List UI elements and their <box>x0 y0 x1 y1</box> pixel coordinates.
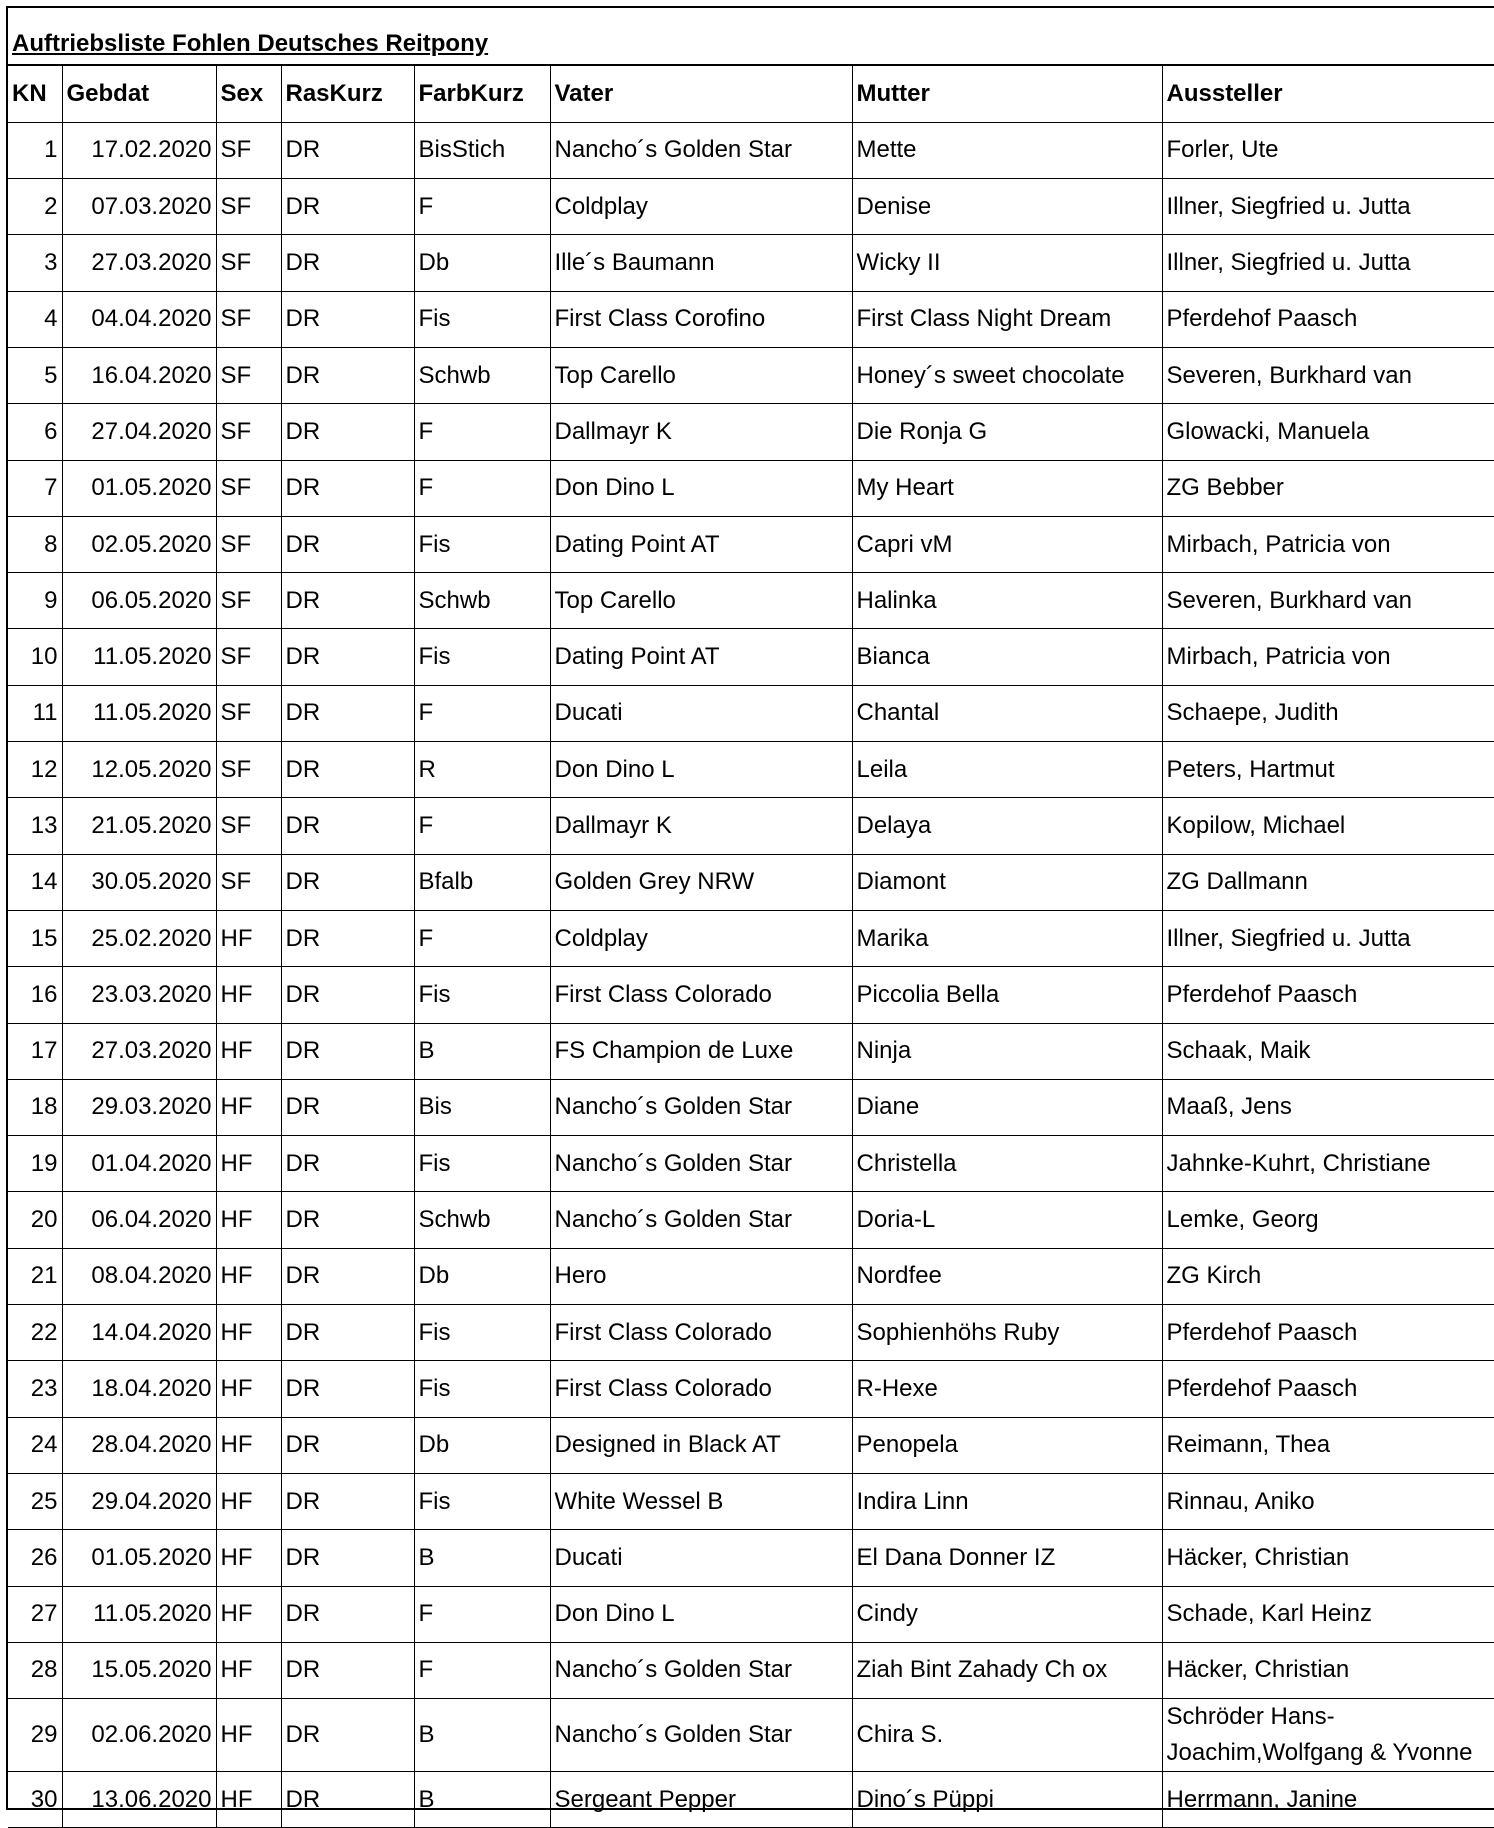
cell-mutter: Christella <box>852 1136 1162 1192</box>
cell-kn: 6 <box>8 404 62 460</box>
cell-sex: SF <box>216 235 281 291</box>
cell-aussteller: Severen, Burkhard van <box>1162 573 1494 629</box>
cell-farbkurz: B <box>414 1023 550 1079</box>
cell-kn: 10 <box>8 629 62 685</box>
cell-raskurz: DR <box>281 1305 414 1361</box>
table-row <box>8 179 1494 235</box>
table-row <box>8 1305 1494 1361</box>
cell-gebdat: 27.03.2020 <box>62 235 216 291</box>
cell-mutter: Ziah Bint Zahady Ch ox <box>852 1642 1162 1698</box>
cell-farbkurz: Fis <box>414 1361 550 1417</box>
cell-vater: Nancho´s Golden Star <box>550 1079 852 1135</box>
cell-sex: SF <box>216 854 281 910</box>
cell-farbkurz: Db <box>414 1248 550 1304</box>
cell-raskurz: DR <box>281 347 414 403</box>
table-row <box>8 1248 1494 1304</box>
cell-vater: First Class Colorado <box>550 967 852 1023</box>
cell-gebdat: 21.05.2020 <box>62 798 216 854</box>
cell-vater: Don Dino L <box>550 460 852 516</box>
cell-vater: Dating Point AT <box>550 629 852 685</box>
cell-gebdat: 12.05.2020 <box>62 742 216 798</box>
table-row <box>8 460 1494 516</box>
cell-kn: 28 <box>8 1642 62 1698</box>
cell-sex: SF <box>216 573 281 629</box>
table-row <box>8 1136 1494 1192</box>
cell-kn: 3 <box>8 235 62 291</box>
cell-gebdat: 16.04.2020 <box>62 347 216 403</box>
cell-gebdat: 15.05.2020 <box>62 1642 216 1698</box>
table-row <box>8 629 1494 685</box>
cell-kn: 12 <box>8 742 62 798</box>
cell-sex: SF <box>216 516 281 572</box>
cell-farbkurz: F <box>414 404 550 460</box>
cell-sex: SF <box>216 798 281 854</box>
cell-gebdat: 18.04.2020 <box>62 1361 216 1417</box>
cell-farbkurz: Fis <box>414 629 550 685</box>
cell-raskurz: DR <box>281 910 414 966</box>
cell-kn: 9 <box>8 573 62 629</box>
cell-farbkurz: Schwb <box>414 347 550 403</box>
table-row <box>8 685 1494 741</box>
cell-mutter: Honey´s sweet chocolate <box>852 347 1162 403</box>
cell-raskurz: DR <box>281 854 414 910</box>
cell-kn: 16 <box>8 967 62 1023</box>
cell-mutter: Bianca <box>852 629 1162 685</box>
cell-gebdat: 29.03.2020 <box>62 1079 216 1135</box>
cell-sex: SF <box>216 742 281 798</box>
cell-farbkurz: F <box>414 685 550 741</box>
cell-aussteller: Peters, Hartmut <box>1162 742 1494 798</box>
cell-kn: 2 <box>8 179 62 235</box>
cell-vater: White Wessel B <box>550 1473 852 1529</box>
cell-vater: Coldplay <box>550 910 852 966</box>
cell-aussteller: Häcker, Christian <box>1162 1642 1494 1698</box>
title-row <box>8 8 1494 66</box>
table-row <box>8 1079 1494 1135</box>
cell-raskurz: DR <box>281 1417 414 1473</box>
cell-aussteller: Illner, Siegfried u. Jutta <box>1162 179 1494 235</box>
cell-sex: HF <box>216 967 281 1023</box>
cell-kn: 23 <box>8 1361 62 1417</box>
cell-vater: Nancho´s Golden Star <box>550 1642 852 1698</box>
cell-gebdat: 27.04.2020 <box>62 404 216 460</box>
cell-kn: 17 <box>8 1023 62 1079</box>
cell-sex: SF <box>216 347 281 403</box>
header-gebdat: Gebdat <box>62 66 216 122</box>
cell-raskurz: DR <box>281 1586 414 1642</box>
cell-farbkurz: BisStich <box>414 122 550 178</box>
cell-raskurz: DR <box>281 1079 414 1135</box>
cell-raskurz: DR <box>281 798 414 854</box>
cell-raskurz: DR <box>281 460 414 516</box>
header-row <box>8 66 1494 122</box>
cell-vater: Designed in Black AT <box>550 1417 852 1473</box>
cell-aussteller: Pferdehof Paasch <box>1162 1361 1494 1417</box>
cell-mutter: Nordfee <box>852 1248 1162 1304</box>
cell-mutter: Cindy <box>852 1586 1162 1642</box>
cell-farbkurz: F <box>414 798 550 854</box>
cell-sex: SF <box>216 460 281 516</box>
cell-raskurz: DR <box>281 1248 414 1304</box>
cell-aussteller: Forler, Ute <box>1162 122 1494 178</box>
cell-raskurz: DR <box>281 685 414 741</box>
cell-mutter: Capri vM <box>852 516 1162 572</box>
cell-farbkurz: Fis <box>414 1473 550 1529</box>
cell-sex: SF <box>216 685 281 741</box>
cell-farbkurz: Bfalb <box>414 854 550 910</box>
cell-gebdat: 11.05.2020 <box>62 1586 216 1642</box>
cell-mutter: Indira Linn <box>852 1473 1162 1529</box>
cell-vater: Sergeant Pepper <box>550 1772 852 1828</box>
cell-vater: Golden Grey NRW <box>550 854 852 910</box>
cell-vater: Dallmayr K <box>550 404 852 460</box>
cell-mutter: Wicky II <box>852 235 1162 291</box>
cell-gebdat: 27.03.2020 <box>62 1023 216 1079</box>
header-vater: Vater <box>550 66 852 122</box>
cell-aussteller: Pferdehof Paasch <box>1162 967 1494 1023</box>
cell-sex: HF <box>216 1192 281 1248</box>
cell-sex: HF <box>216 1248 281 1304</box>
cell-aussteller: Severen, Burkhard van <box>1162 347 1494 403</box>
cell-kn: 27 <box>8 1586 62 1642</box>
cell-aussteller: Jahnke-Kuhrt, Christiane <box>1162 1136 1494 1192</box>
cell-raskurz: DR <box>281 629 414 685</box>
cell-farbkurz: Fis <box>414 1305 550 1361</box>
cell-vater: First Class Colorado <box>550 1361 852 1417</box>
table-row <box>8 122 1494 178</box>
cell-aussteller: Reimann, Thea <box>1162 1417 1494 1473</box>
cell-raskurz: DR <box>281 122 414 178</box>
cell-raskurz: DR <box>281 573 414 629</box>
cell-gebdat: 02.06.2020 <box>62 1699 216 1772</box>
table-row <box>8 1586 1494 1642</box>
cell-vater: FS Champion de Luxe <box>550 1023 852 1079</box>
cell-farbkurz: Fis <box>414 516 550 572</box>
table-row <box>8 404 1494 460</box>
cell-mutter: Leila <box>852 742 1162 798</box>
cell-kn: 14 <box>8 854 62 910</box>
cell-mutter: Diamont <box>852 854 1162 910</box>
header-kn: KN <box>8 66 62 122</box>
cell-kn: 18 <box>8 1079 62 1135</box>
cell-raskurz: DR <box>281 516 414 572</box>
document-title: Auftriebsliste Fohlen Deutsches Reitpony <box>12 30 489 57</box>
cell-gebdat: 06.04.2020 <box>62 1192 216 1248</box>
cell-vater: Top Carello <box>550 347 852 403</box>
cell-vater: Coldplay <box>550 179 852 235</box>
cell-raskurz: DR <box>281 1642 414 1698</box>
cell-gebdat: 01.05.2020 <box>62 1530 216 1586</box>
cell-sex: HF <box>216 1530 281 1586</box>
table-body <box>8 122 1494 1828</box>
table-row <box>8 1642 1494 1698</box>
cell-raskurz: DR <box>281 1530 414 1586</box>
cell-mutter: Die Ronja G <box>852 404 1162 460</box>
cell-sex: HF <box>216 910 281 966</box>
cell-kn: 25 <box>8 1473 62 1529</box>
table-row <box>8 1530 1494 1586</box>
cell-gebdat: 30.05.2020 <box>62 854 216 910</box>
cell-vater: Ille´s Baumann <box>550 235 852 291</box>
cell-farbkurz: Schwb <box>414 1192 550 1248</box>
cell-vater: First Class Corofino <box>550 291 852 347</box>
cell-kn: 26 <box>8 1530 62 1586</box>
cell-farbkurz: F <box>414 910 550 966</box>
cell-vater: Ducati <box>550 1530 852 1586</box>
cell-aussteller: Häcker, Christian <box>1162 1530 1494 1586</box>
cell-kn: 5 <box>8 347 62 403</box>
cell-kn: 8 <box>8 516 62 572</box>
cell-aussteller: Pferdehof Paasch <box>1162 291 1494 347</box>
cell-aussteller: Illner, Siegfried u. Jutta <box>1162 235 1494 291</box>
cell-vater: Top Carello <box>550 573 852 629</box>
cell-gebdat: 04.04.2020 <box>62 291 216 347</box>
cell-raskurz: DR <box>281 1699 414 1772</box>
cell-sex: SF <box>216 179 281 235</box>
cell-raskurz: DR <box>281 1361 414 1417</box>
cell-farbkurz: R <box>414 742 550 798</box>
cell-vater: Nancho´s Golden Star <box>550 1699 852 1772</box>
cell-gebdat: 06.05.2020 <box>62 573 216 629</box>
cell-mutter: Ninja <box>852 1023 1162 1079</box>
cell-kn: 4 <box>8 291 62 347</box>
cell-aussteller: Lemke, Georg <box>1162 1192 1494 1248</box>
cell-mutter: First Class Night Dream <box>852 291 1162 347</box>
cell-farbkurz: Schwb <box>414 573 550 629</box>
cell-sex: HF <box>216 1079 281 1135</box>
cell-aussteller: Mirbach, Patricia von <box>1162 629 1494 685</box>
cell-sex: SF <box>216 291 281 347</box>
table-row <box>8 1023 1494 1079</box>
table-row <box>8 1772 1494 1828</box>
cell-aussteller: Schade, Karl Heinz <box>1162 1586 1494 1642</box>
table-row <box>8 235 1494 291</box>
table-row <box>8 516 1494 572</box>
cell-vater: Nancho´s Golden Star <box>550 122 852 178</box>
cell-kn: 21 <box>8 1248 62 1304</box>
cell-aussteller: Herrmann, Janine <box>1162 1772 1494 1828</box>
cell-kn: 1 <box>8 122 62 178</box>
cell-aussteller: Rinnau, Aniko <box>1162 1473 1494 1529</box>
cell-mutter: Sophienhöhs Ruby <box>852 1305 1162 1361</box>
table-row <box>8 1699 1494 1772</box>
cell-farbkurz: F <box>414 460 550 516</box>
table-row <box>8 347 1494 403</box>
cell-sex: HF <box>216 1361 281 1417</box>
cell-farbkurz: Fis <box>414 291 550 347</box>
cell-raskurz: DR <box>281 235 414 291</box>
cell-farbkurz: B <box>414 1530 550 1586</box>
header-raskurz: RasKurz <box>281 66 414 122</box>
cell-gebdat: 13.06.2020 <box>62 1772 216 1828</box>
cell-aussteller: Maaß, Jens <box>1162 1079 1494 1135</box>
cell-raskurz: DR <box>281 742 414 798</box>
cell-kn: 22 <box>8 1305 62 1361</box>
cell-gebdat: 01.04.2020 <box>62 1136 216 1192</box>
cell-vater: Nancho´s Golden Star <box>550 1192 852 1248</box>
cell-mutter: El Dana Donner IZ <box>852 1530 1162 1586</box>
cell-kn: 11 <box>8 685 62 741</box>
cell-raskurz: DR <box>281 179 414 235</box>
cell-vater: Nancho´s Golden Star <box>550 1136 852 1192</box>
cell-mutter: Dino´s Püppi <box>852 1772 1162 1828</box>
foal-table <box>8 66 1494 1828</box>
cell-raskurz: DR <box>281 1023 414 1079</box>
cell-vater: Hero <box>550 1248 852 1304</box>
table-row <box>8 1417 1494 1473</box>
cell-gebdat: 25.02.2020 <box>62 910 216 966</box>
header-mutter: Mutter <box>852 66 1162 122</box>
cell-mutter: Halinka <box>852 573 1162 629</box>
table-row <box>8 910 1494 966</box>
cell-kn: 19 <box>8 1136 62 1192</box>
cell-farbkurz: F <box>414 1642 550 1698</box>
cell-kn: 15 <box>8 910 62 966</box>
cell-raskurz: DR <box>281 1772 414 1828</box>
cell-raskurz: DR <box>281 967 414 1023</box>
cell-mutter: Marika <box>852 910 1162 966</box>
table-row <box>8 854 1494 910</box>
cell-kn: 7 <box>8 460 62 516</box>
cell-mutter: Chantal <box>852 685 1162 741</box>
header-sex: Sex <box>216 66 281 122</box>
cell-sex: SF <box>216 629 281 685</box>
cell-vater: Don Dino L <box>550 742 852 798</box>
cell-raskurz: DR <box>281 404 414 460</box>
cell-gebdat: 02.05.2020 <box>62 516 216 572</box>
cell-gebdat: 11.05.2020 <box>62 685 216 741</box>
cell-kn: 20 <box>8 1192 62 1248</box>
cell-gebdat: 28.04.2020 <box>62 1417 216 1473</box>
cell-sex: SF <box>216 404 281 460</box>
cell-farbkurz: Fis <box>414 1136 550 1192</box>
cell-farbkurz: B <box>414 1699 550 1772</box>
cell-gebdat: 11.05.2020 <box>62 629 216 685</box>
cell-farbkurz: F <box>414 179 550 235</box>
cell-farbkurz: Fis <box>414 967 550 1023</box>
cell-kn: 13 <box>8 798 62 854</box>
cell-farbkurz: Db <box>414 1417 550 1473</box>
table-row <box>8 1192 1494 1248</box>
cell-sex: HF <box>216 1642 281 1698</box>
cell-aussteller: ZG Bebber <box>1162 460 1494 516</box>
table-row <box>8 291 1494 347</box>
cell-mutter: Mette <box>852 122 1162 178</box>
cell-sex: HF <box>216 1023 281 1079</box>
cell-mutter: Denise <box>852 179 1162 235</box>
table-row <box>8 798 1494 854</box>
cell-vater: First Class Colorado <box>550 1305 852 1361</box>
header-farbkurz: FarbKurz <box>414 66 550 122</box>
table-row <box>8 1473 1494 1529</box>
cell-vater: Ducati <box>550 685 852 741</box>
cell-sex: HF <box>216 1586 281 1642</box>
cell-raskurz: DR <box>281 1136 414 1192</box>
cell-gebdat: 29.04.2020 <box>62 1473 216 1529</box>
cell-raskurz: DR <box>281 291 414 347</box>
cell-aussteller: Illner, Siegfried u. Jutta <box>1162 910 1494 966</box>
cell-sex: HF <box>216 1417 281 1473</box>
header-aussteller: Aussteller <box>1162 66 1494 122</box>
cell-aussteller: ZG Kirch <box>1162 1248 1494 1304</box>
cell-sex: HF <box>216 1473 281 1529</box>
cell-kn: 30 <box>8 1772 62 1828</box>
cell-aussteller: Glowacki, Manuela <box>1162 404 1494 460</box>
cell-raskurz: DR <box>281 1192 414 1248</box>
table-row <box>8 573 1494 629</box>
cell-aussteller: Kopilow, Michael <box>1162 798 1494 854</box>
cell-farbkurz: F <box>414 1586 550 1642</box>
cell-gebdat: 07.03.2020 <box>62 179 216 235</box>
cell-mutter: Delaya <box>852 798 1162 854</box>
cell-vater: Don Dino L <box>550 1586 852 1642</box>
cell-kn: 29 <box>8 1699 62 1772</box>
cell-mutter: R-Hexe <box>852 1361 1162 1417</box>
cell-kn: 24 <box>8 1417 62 1473</box>
cell-mutter: Diane <box>852 1079 1162 1135</box>
cell-sex: HF <box>216 1305 281 1361</box>
cell-farbkurz: Bis <box>414 1079 550 1135</box>
cell-mutter: Doria-L <box>852 1192 1162 1248</box>
cell-sex: HF <box>216 1772 281 1828</box>
table-row <box>8 967 1494 1023</box>
cell-gebdat: 08.04.2020 <box>62 1248 216 1304</box>
cell-aussteller: Schaak, Maik <box>1162 1023 1494 1079</box>
cell-gebdat: 01.05.2020 <box>62 460 216 516</box>
cell-mutter: Chira S. <box>852 1699 1162 1772</box>
table-row <box>8 1361 1494 1417</box>
cell-sex: HF <box>216 1136 281 1192</box>
cell-vater: Dating Point AT <box>550 516 852 572</box>
cell-farbkurz: B <box>414 1772 550 1828</box>
cell-gebdat: 23.03.2020 <box>62 967 216 1023</box>
cell-mutter: My Heart <box>852 460 1162 516</box>
cell-gebdat: 14.04.2020 <box>62 1305 216 1361</box>
cell-mutter: Penopela <box>852 1417 1162 1473</box>
cell-aussteller: Mirbach, Patricia von <box>1162 516 1494 572</box>
cell-aussteller: ZG Dallmann <box>1162 854 1494 910</box>
cell-raskurz: DR <box>281 1473 414 1529</box>
cell-aussteller: Pferdehof Paasch <box>1162 1305 1494 1361</box>
table-row <box>8 742 1494 798</box>
spreadsheet <box>6 6 1494 1813</box>
cell-mutter: Piccolia Bella <box>852 967 1162 1023</box>
cell-aussteller: Schröder Hans-Joachim,Wolfgang & Yvonne <box>1162 1699 1494 1772</box>
cell-gebdat: 17.02.2020 <box>62 122 216 178</box>
cell-farbkurz: Db <box>414 235 550 291</box>
cell-vater: Dallmayr K <box>550 798 852 854</box>
cell-sex: HF <box>216 1699 281 1772</box>
cell-aussteller: Schaepe, Judith <box>1162 685 1494 741</box>
cell-sex: SF <box>216 122 281 178</box>
